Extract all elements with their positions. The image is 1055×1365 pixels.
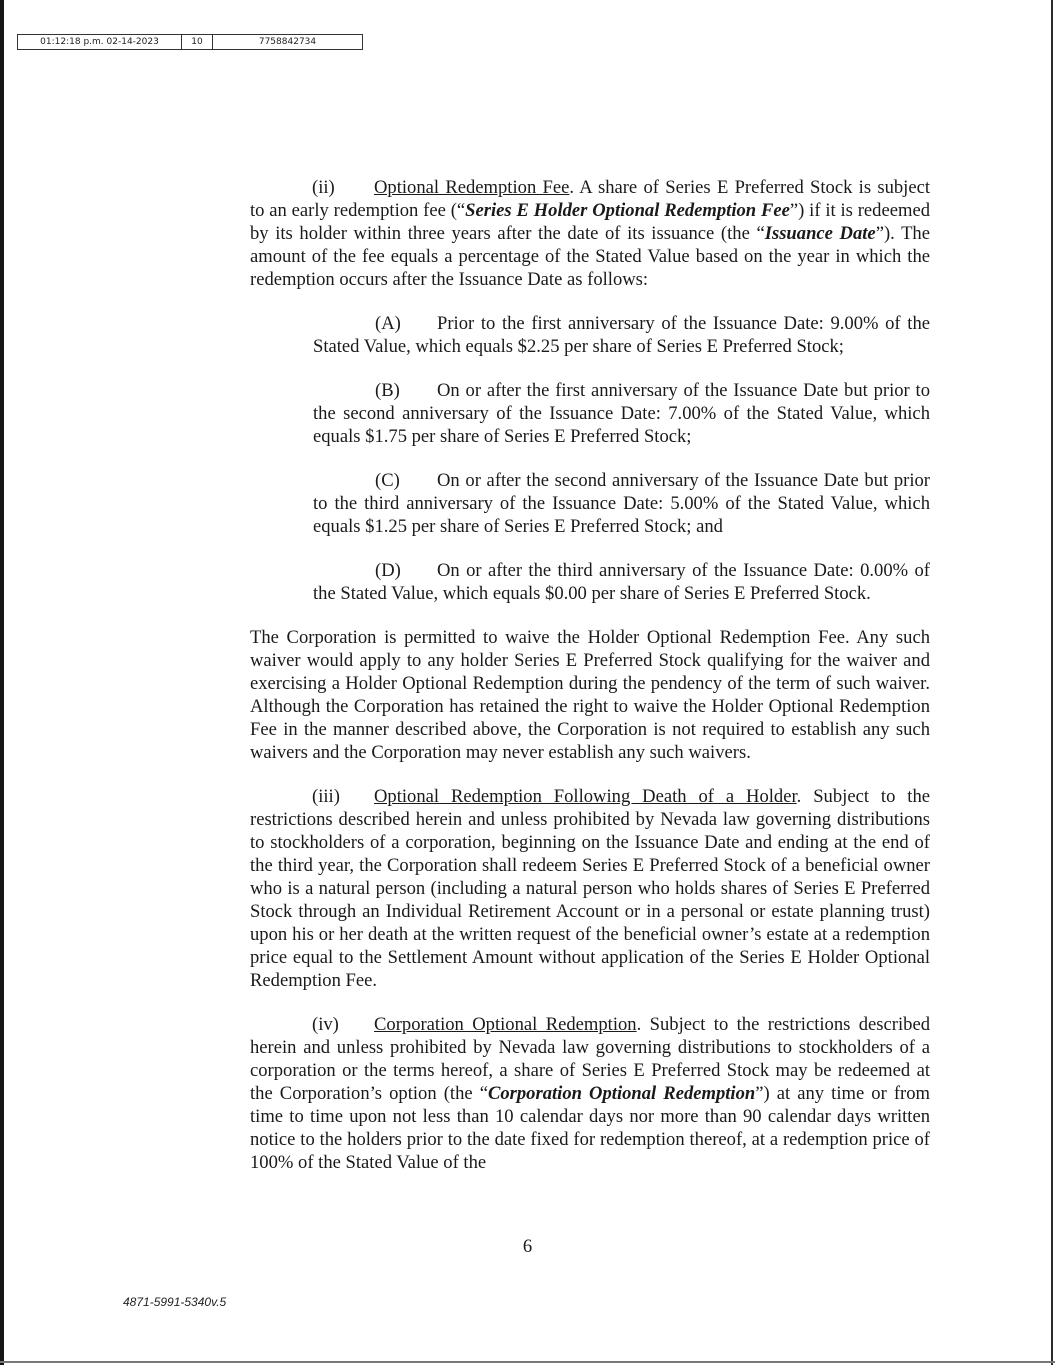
scan-edge-right xyxy=(1051,0,1053,1365)
scan-edge-bottom xyxy=(0,1361,1055,1363)
fax-page-count: 10 xyxy=(181,35,212,49)
fee-schedule-list xyxy=(313,312,930,605)
section-ii-text-3: ”). The amount of the fee equals a percentage of the Stated Value based on the year in which the redemption occurs after the Issuance Date as follows: xyxy=(250,223,930,290)
fee-schedule-item xyxy=(313,469,930,538)
section-iii-paragraph xyxy=(250,785,930,992)
waiver-paragraph: The Corporation is permitted to waive the Holder Optional Redemption Fee. Any such waiver would apply to any holder Series E Preferred Stock qualifying for the waiver and exercising a Holder Optional Redemption during the pendency of the term of such waiver. Although the Corporation has retained the right to waive the Holder Optional Redemption Fee in the manner described above, the Corporation is not required to establish any such waivers and the Corporation may never establish any such waivers. xyxy=(250,627,930,763)
section-ii-paragraph xyxy=(250,176,930,291)
defined-term-corporation-optional-redemption: Corporation Optional Redemption xyxy=(487,1083,756,1104)
defined-term-holder-redemption-fee: Series E Holder Optional Redemption Fee xyxy=(465,200,790,221)
fee-item-label: (A) xyxy=(375,313,401,334)
fee-item-label: (D) xyxy=(375,560,401,581)
section-ii-number: (ii) xyxy=(312,177,335,198)
section-iii-heading: Optional Redemption Following Death of a Holder xyxy=(374,786,797,807)
section-iv-heading: Corporation Optional Redemption xyxy=(374,1014,637,1035)
fax-timestamp: 01:12:18 p.m. 02-14-2023 xyxy=(40,37,159,47)
section-ii-text-1: . A share of Series E Preferred Stock is subject to an early redemption fee (“ xyxy=(250,177,931,221)
section-iv-text-1: . Subject to the restrictions described herein and unless prohibited by Nevada law governing distributions to stockholders of a corporation or the terms hereof, a share of Series E Preferred Stock may be redeemed at the Corporation’s option (the “ xyxy=(250,1014,930,1104)
section-iv-text-2: ”) at any time or from time to time upon not less than 10 calendar days nor more than 90 calendar days written notice to the holders prior to the date fixed for redemption thereof, at a redemption price of 100% of the Stated Value of the xyxy=(250,1083,930,1173)
section-ii-heading: Optional Redemption Fee xyxy=(374,177,570,198)
section-iv-number: (iv) xyxy=(312,1014,339,1035)
section-iii-number: (iii) xyxy=(312,786,340,807)
document-body xyxy=(250,176,930,1174)
fax-header xyxy=(17,34,363,50)
fax-number: 7758842734 xyxy=(212,35,362,49)
scan-edge-left xyxy=(0,0,4,1365)
page-number: 6 xyxy=(522,1236,533,1257)
section-iv-paragraph xyxy=(250,1013,930,1174)
fee-item-text: Prior to the first anniversary of the Issuance Date: 9.00% of the Stated Value, which equals $2.25 per share of Series E Preferred Stock; xyxy=(313,313,930,357)
fee-item-label: (C) xyxy=(375,470,400,491)
fee-schedule-item xyxy=(313,559,930,605)
fee-item-label: (B) xyxy=(375,380,400,401)
fee-item-text: On or after the third anniversary of the Issuance Date: 0.00% of the Stated Value, which equals $0.00 per share of Series E Preferred Stock. xyxy=(313,560,930,604)
fee-item-text: On or after the first anniversary of the Issuance Date but prior to the second anniversary of the Issuance Date: 7.00% of the Stated Value, which equals $1.75 per share of Series E Preferred Stock; xyxy=(313,380,930,447)
defined-term-issuance-date: Issuance Date xyxy=(764,223,876,244)
fee-item-text: On or after the second anniversary of the Issuance Date but prior to the third anniversary of the Issuance Date: 5.00% of the Stated Value, which equals $1.25 per share of Series E Preferred Stock; and xyxy=(313,470,930,537)
fee-schedule-item xyxy=(313,379,930,448)
fee-schedule-item xyxy=(313,312,930,358)
section-ii-text-2: ”) if it is redeemed by its holder within three years after the date of its issuance (the “ xyxy=(250,200,930,244)
document-id: 4871-5991-5340v.5 xyxy=(123,1295,227,1309)
section-iii-text: . Subject to the restrictions described herein and unless prohibited by Nevada law governing distributions to stockholders of a corporation, beginning on the Issuance Date and ending at the end of the third year, the Corporation shall redeem Series E Preferred Stock of a beneficial owner who is a natural person (including a natural person who holds shares of Series E Preferred Stock through an Individual Retirement Account or in a personal or estate planning trust) upon his or her death at the written request of the beneficial owner’s estate at a redemption price equal to the Settlement Amount without application of the Series E Holder Optional Redemption Fee. xyxy=(250,786,930,991)
